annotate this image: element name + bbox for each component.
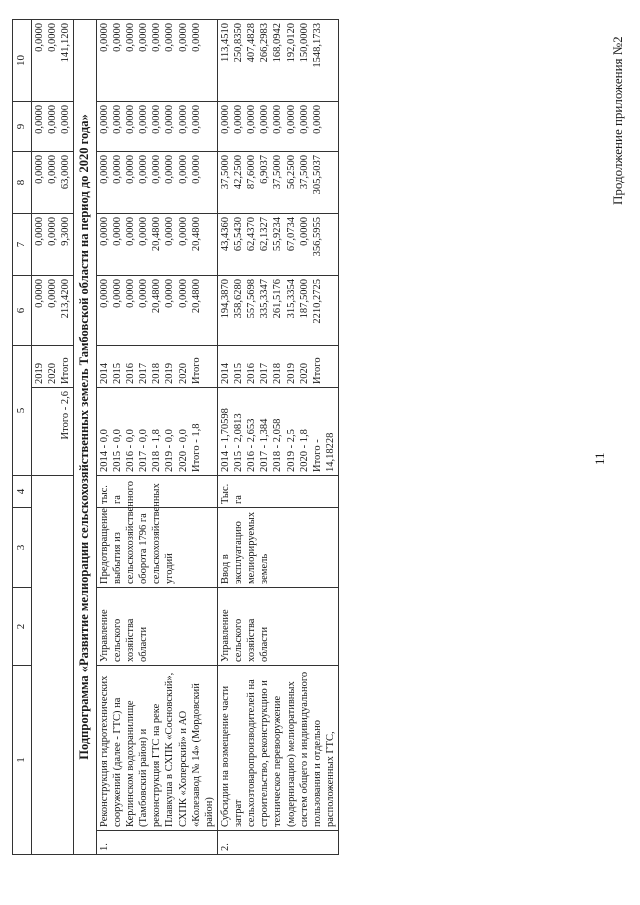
value-cell: 0,0000: [177, 155, 189, 184]
value-cell: 187,5000: [298, 279, 310, 319]
header-cell: 1: [13, 666, 32, 855]
indicator-value: 2016 - 2,653: [246, 418, 258, 472]
value-cell: 0,0000: [33, 279, 45, 308]
measure-name: Реконструкция гидротехнических сооружений (далее - ГТС) на Керлинском водохранилище (Тамбовский район) и реконструкция ГТС на реке Плавкуша в СХПК «Сосновский», СХПК «Хоперский» и АО «Колезавод № 14» (Мордовский район): [96, 666, 217, 831]
value-cell: 2210,2725: [311, 279, 323, 324]
value-cell: 0,0000: [246, 105, 258, 134]
row-number: 1.: [96, 831, 217, 855]
year-label: 2018: [272, 363, 284, 384]
value-cell: 0,0000: [138, 23, 150, 52]
indicator-value: Итого -: [311, 439, 323, 472]
value-cell: 557,5698: [246, 279, 258, 319]
executor-cell: Управление сельского хозяйства области: [96, 588, 217, 666]
value-cell: 0,0000: [46, 217, 58, 246]
value-cell: 0,0000: [138, 279, 150, 308]
value-cell: 20,4800: [190, 217, 202, 252]
year-label: 2018: [151, 363, 163, 384]
funding-c10: [96, 20, 217, 102]
header-cell: 8: [13, 152, 32, 214]
value-cell: 42,2500: [233, 155, 244, 190]
funding-c9: [217, 102, 338, 152]
carry-col10: [31, 20, 73, 102]
row-number: 2.: [217, 831, 338, 855]
year-label: 2019: [285, 363, 297, 384]
year-label: Итого: [311, 357, 323, 384]
carry-col5: Итого - 2,6: [31, 388, 73, 476]
value-cell: 0,0000: [46, 105, 58, 134]
carry-col7: [31, 214, 73, 276]
indicator-value: 2018 - 2,058: [272, 418, 284, 472]
data-rows: [96, 20, 338, 855]
value-cell: 113,4510: [219, 23, 231, 62]
value-cell: 0,0000: [259, 105, 271, 134]
value-cell: 0,0000: [125, 217, 136, 246]
carry-col9: [31, 102, 73, 152]
year-label: 2019: [164, 363, 176, 384]
executor-cell: Управление сельского хозяйства области: [217, 588, 338, 666]
value-cell: 141,1200: [60, 23, 71, 63]
value-cell: 0,0000: [298, 217, 310, 246]
header-cell: 7: [13, 214, 32, 276]
carry-empty-cell: [31, 476, 73, 855]
value-cell: 0,0000: [46, 23, 58, 52]
year-label: 2016: [246, 363, 258, 384]
funding-c8: [217, 152, 338, 214]
value-cell: 0,0000: [219, 105, 231, 134]
value-cell: 315,3354: [285, 279, 297, 319]
value-cell: 0,0000: [111, 279, 123, 308]
value-cell: 0,0000: [98, 155, 110, 184]
carry-over-row: [31, 20, 73, 855]
indicator-cell: Ввод в эксплуатацию мелиорируемых земель: [217, 508, 338, 588]
header-cell: 10: [13, 20, 32, 102]
value-cell: 0,0000: [164, 23, 176, 52]
value-cell: 0,0000: [311, 105, 323, 134]
value-cell: 0,0000: [151, 23, 163, 52]
value-cell: 0,0000: [46, 155, 58, 184]
value-cell: 0,0000: [151, 155, 163, 184]
value-cell: 0,0000: [111, 217, 123, 246]
unit-cell: Тыс. га: [217, 476, 338, 508]
carry-years: [31, 346, 73, 388]
funding-c7: [217, 214, 338, 276]
value-cell: 0,0000: [33, 217, 45, 246]
year-label: 2014: [98, 363, 110, 384]
indicator-value: Итого - 1,8: [190, 423, 202, 472]
value-cell: 0,0000: [177, 23, 189, 52]
value-cell: 250,8350: [233, 23, 244, 63]
value-cell: 0,0000: [111, 105, 123, 134]
indicator-values: [217, 388, 338, 476]
value-cell: 0,0000: [233, 105, 244, 134]
value-cell: 0,0000: [190, 23, 202, 52]
value-cell: 213,4200: [60, 279, 71, 319]
header-cell: 5: [13, 346, 32, 476]
value-cell: 65,5430: [233, 217, 244, 252]
table-row: [217, 20, 338, 855]
value-cell: 0,0000: [125, 279, 136, 308]
value-cell: 0,0000: [190, 105, 202, 134]
year-label: 2017: [259, 363, 271, 384]
header-cell: 4: [13, 476, 32, 508]
value-cell: 335,3347: [259, 279, 271, 319]
indicator-value: 2014 - 0,0: [98, 429, 110, 472]
indicator-value: 2020 - 1,8: [298, 429, 310, 472]
appendix-label: Продолжение приложения №2: [610, 36, 625, 205]
funding-c9: [96, 102, 217, 152]
year-label: 2016: [125, 363, 136, 384]
year-column: [217, 346, 338, 388]
header-cell: 2: [13, 588, 32, 666]
value-cell: 0,0000: [138, 217, 150, 246]
value-cell: 43,4360: [219, 217, 231, 252]
value-cell: 37,5000: [272, 155, 284, 190]
value-cell: 0,0000: [164, 217, 176, 246]
value-cell: 0,0000: [60, 105, 71, 134]
indicator-value: 2018 - 1,8: [151, 429, 163, 472]
value-cell: 37,5000: [298, 155, 310, 190]
header-row: [13, 20, 32, 855]
value-cell: 37,5000: [219, 155, 231, 190]
page-number: 11: [592, 452, 607, 465]
year-label: Итого: [60, 357, 71, 384]
value-cell: 0,0000: [125, 23, 136, 52]
funding-c8: [96, 152, 217, 214]
value-cell: 63,0000: [60, 155, 71, 190]
value-cell: 1548,1733: [311, 23, 323, 68]
year-label: 2015: [233, 363, 244, 384]
value-cell: 0,0000: [138, 155, 150, 184]
value-cell: 0,0000: [125, 155, 136, 184]
indicator-value: 2019 - 2,5: [285, 429, 297, 472]
funding-c6: [217, 276, 338, 346]
indicator-value: 14,18228: [324, 432, 336, 472]
unit-cell: тыс. га: [96, 476, 217, 508]
indicator-value: 2017 - 0,0: [138, 429, 150, 472]
value-cell: 0,0000: [98, 105, 110, 134]
program-table: [12, 19, 339, 855]
value-cell: 0,0000: [272, 105, 284, 134]
value-cell: 407,4828: [246, 23, 258, 63]
value-cell: 0,0000: [33, 105, 45, 134]
indicator-value: 2019 - 0,0: [164, 429, 176, 472]
year-label: 2020: [298, 363, 310, 384]
indicator-values: [96, 388, 217, 476]
indicator-value: 2016 - 0,0: [125, 429, 136, 472]
value-cell: 0,0000: [98, 217, 110, 246]
indicator-value: 2020 - 0,0: [177, 429, 189, 472]
value-cell: 0,0000: [164, 279, 176, 308]
carry-col6: [31, 276, 73, 346]
funding-c7: [96, 214, 217, 276]
value-cell: 0,0000: [177, 279, 189, 308]
subprogram-title-row: [74, 20, 97, 855]
value-cell: 0,0000: [298, 105, 310, 134]
value-cell: 0,0000: [125, 105, 136, 134]
year-label: 2020: [177, 363, 189, 384]
year-column: [96, 346, 217, 388]
indicator-value: 2015 - 0,0: [111, 429, 123, 472]
value-cell: 56,2500: [285, 155, 297, 190]
value-cell: 0,0000: [164, 105, 176, 134]
value-cell: 192,0120: [285, 23, 297, 63]
value-cell: 266,2983: [259, 23, 271, 63]
year-label: 2014: [219, 363, 231, 384]
value-cell: 194,3870: [219, 279, 231, 319]
year-label: Итого: [190, 357, 202, 384]
value-cell: 62,1327: [259, 217, 271, 252]
year-label: 2020: [46, 363, 58, 384]
header-cell: 3: [13, 508, 32, 588]
value-cell: 150,0000: [298, 23, 310, 63]
subprogram-title: Подпрограмма «Развитие мелиорации сельскохозяйственных земель Тамбовской области на период до 2020 года»: [74, 20, 97, 855]
header-cell: 9: [13, 102, 32, 152]
value-cell: 0,0000: [177, 105, 189, 134]
indicator-value: 2015 - 2,0813: [233, 413, 244, 472]
value-cell: 67,0734: [285, 217, 297, 252]
value-cell: 0,0000: [151, 105, 163, 134]
value-cell: 0,0000: [33, 23, 45, 52]
year-label: 2019: [33, 363, 45, 384]
carry-col8: [31, 152, 73, 214]
value-cell: 0,0000: [33, 155, 45, 184]
value-cell: 0,0000: [46, 279, 58, 308]
value-cell: 20,4800: [151, 217, 163, 252]
indicator-cell: Предотвращение выбытия из сельскохозяйственного оборота 1796 га сельскохозяйственных угодий: [96, 508, 217, 588]
value-cell: 20,4800: [190, 279, 202, 314]
value-cell: 358,6280: [233, 279, 244, 319]
value-cell: 0,0000: [111, 155, 123, 184]
value-cell: 0,0000: [164, 155, 176, 184]
value-cell: 261,5176: [272, 279, 284, 319]
funding-c6: [96, 276, 217, 346]
value-cell: 0,0000: [98, 23, 110, 52]
table-row: [96, 20, 217, 855]
header-cell: 6: [13, 276, 32, 346]
value-cell: 0,0000: [111, 23, 123, 52]
year-label: 2015: [111, 363, 123, 384]
value-cell: 305,5037: [311, 155, 323, 195]
value-cell: 87,6000: [246, 155, 258, 190]
indicator-value: 2014 - 1,70598: [219, 408, 231, 472]
value-cell: 0,0000: [177, 217, 189, 246]
value-cell: 55,9234: [272, 217, 284, 252]
value-cell: 0,0000: [285, 105, 297, 134]
value-cell: 0,0000: [190, 155, 202, 184]
value-cell: 20,4800: [151, 279, 163, 314]
value-cell: 356,5955: [311, 217, 323, 257]
value-cell: 0,0000: [98, 279, 110, 308]
value-cell: 168,0942: [272, 23, 284, 63]
funding-c10: [217, 20, 338, 102]
value-cell: 6,9037: [259, 155, 271, 184]
year-label: 2017: [138, 363, 150, 384]
value-cell: 0,0000: [138, 105, 150, 134]
value-cell: 9,3000: [60, 217, 71, 246]
value-cell: 62,4370: [246, 217, 258, 252]
indicator-value: 2017 - 1,384: [259, 418, 271, 472]
measure-name: Субсидии на возмещение части затрат сельхозтоваропроизводителей на строительство, реконструкцию и техническое перевооружение (модернизацию) мелиоративных систем общего и индивидуального пользования и отдельно расположенных ГТС,: [217, 666, 338, 831]
